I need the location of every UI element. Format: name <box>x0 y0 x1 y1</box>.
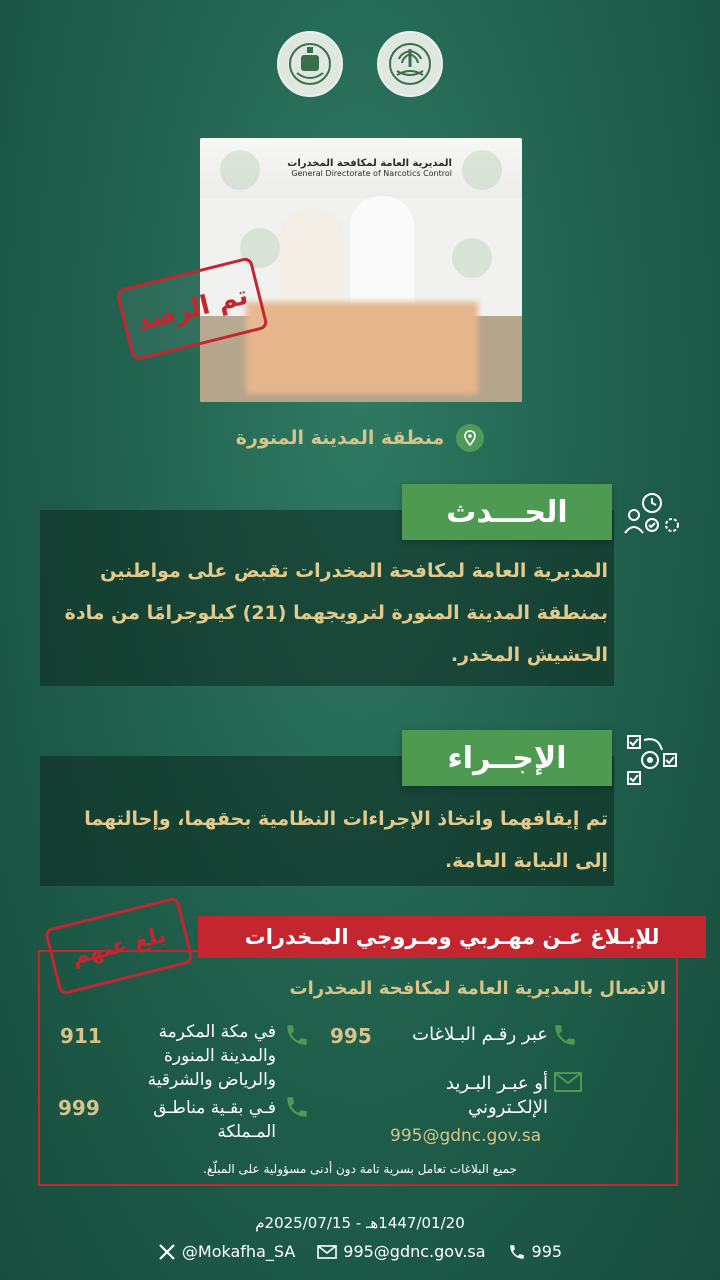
monitored-stamp: تم الرصد <box>115 256 269 362</box>
photo-banner-ar: المديرية العامة لمكافحة المخدرات <box>287 158 452 169</box>
event-text: المديرية العامة لمكافحة المخدرات تقبض على مواطنين بمنطقة المدينة المنورة لترويجهما (21) كيلوجرامًا من مادة الحشيش المخدر. <box>64 560 608 666</box>
footer-email-text: 995@gdnc.gov.sa <box>343 1242 486 1261</box>
hotline-number[interactable]: 995 <box>330 1024 372 1048</box>
clock-people-icon <box>620 484 684 548</box>
footer-phone-number: 995 <box>531 1242 563 1261</box>
phone-icon-region2 <box>284 1094 310 1124</box>
phone-icon <box>508 1243 526 1261</box>
action-title: الإجــراء <box>402 730 612 786</box>
process-cycle-icon <box>620 728 684 792</box>
ministry-logo <box>377 31 443 97</box>
report-header: للإبـلاغ عـن مهـربي ومـروجي المـخدرات <box>198 916 706 958</box>
report-email[interactable]: 995@gdnc.gov.sa <box>390 1126 542 1146</box>
location-label: منطقة المدينة المنورة <box>235 427 445 449</box>
location-row <box>0 424 720 452</box>
report-them-stamp: بلغ عنهم <box>44 896 194 995</box>
post-date: 1447/01/20هـ - 2025/07/15م <box>255 1214 465 1232</box>
footer-twitter-handle: @Mokafha_SA <box>181 1242 296 1261</box>
hotline-label: عبر رقـم البـلاغات <box>412 1024 548 1045</box>
photo-banner-en: General Directorate of Narcotics Control <box>291 169 452 178</box>
region1-number[interactable]: 911 <box>60 1024 102 1048</box>
x-logo-icon <box>158 1243 176 1261</box>
phone-icon-region1 <box>284 1022 310 1052</box>
confidentiality-note: جميع البلاغات تعامل بسرية تامة دون أدنى مسؤولية على المبلّغ. <box>203 1162 517 1176</box>
footer-phone[interactable] <box>508 1242 563 1261</box>
region1-label: في مكة المكرمة والمدينة المنورة والرياض والشرقية <box>147 1022 276 1090</box>
gdnc-emblem-icon <box>287 41 333 87</box>
phone-icon <box>552 1022 578 1052</box>
blurred-evidence <box>246 302 478 394</box>
footer-contacts <box>0 1242 720 1261</box>
footer-twitter[interactable] <box>158 1242 295 1261</box>
event-title: الحـــدث <box>402 484 612 540</box>
mail-icon <box>554 1072 582 1096</box>
palm-swords-icon <box>387 41 433 87</box>
footer-email[interactable] <box>317 1242 485 1261</box>
region2-label: فـي بقـية مناطـق المـملكة <box>153 1098 276 1142</box>
report-subtitle: الاتصال بالمديرية العامة لمكافحة المخدرات <box>289 978 666 999</box>
email-label: أو عبـر البـريد الإلكـتروني <box>445 1073 548 1118</box>
action-text: تم إيقافهما واتخاذ الإجراءات النظامية بحقهما، وإحالتهما إلى النيابة العامة. <box>84 808 608 872</box>
mail-icon <box>317 1245 337 1259</box>
gdnc-logo <box>277 31 343 97</box>
region2-number[interactable]: 999 <box>58 1096 100 1120</box>
location-pin-icon <box>456 424 484 452</box>
